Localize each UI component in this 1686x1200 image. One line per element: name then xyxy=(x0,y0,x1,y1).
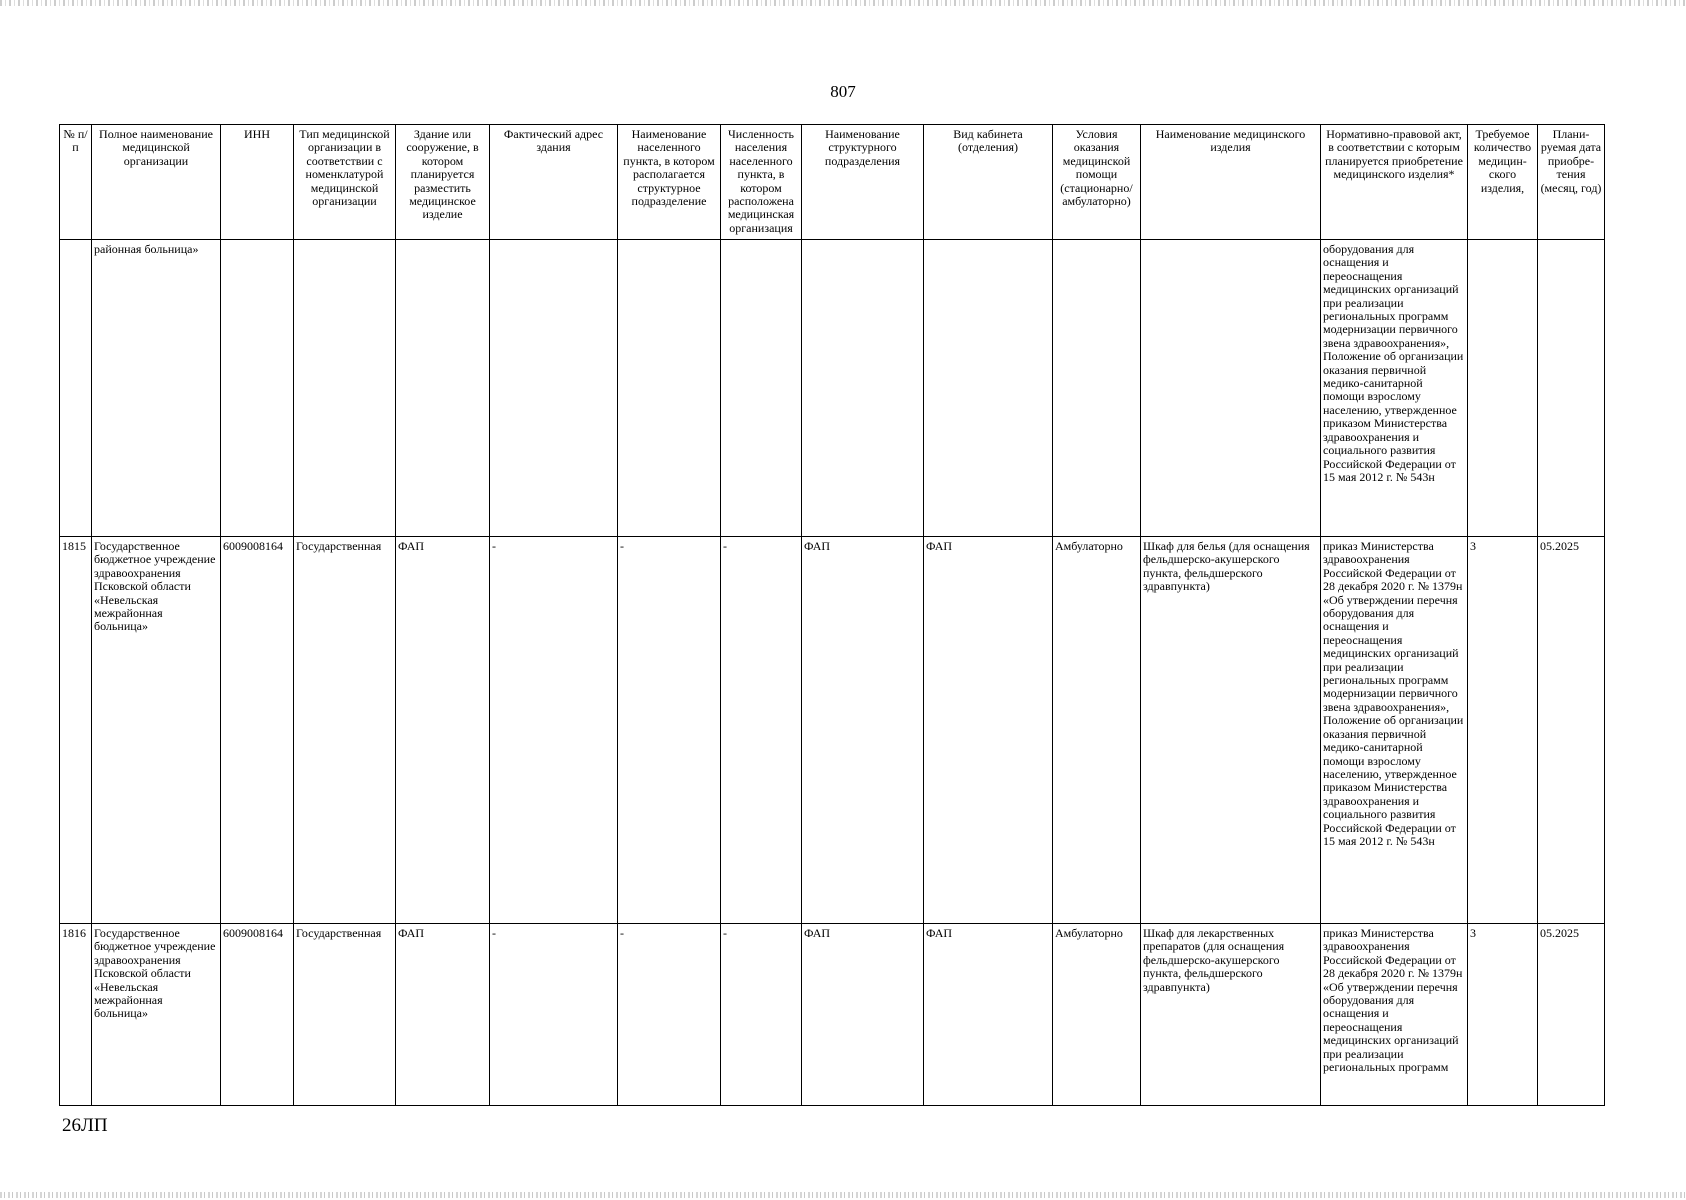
header-act: Нормативно-правовой акт, в соответствии с которым планируется приобретение медицинского изделия* xyxy=(1321,125,1468,240)
cell-settlement xyxy=(618,240,721,537)
header-date: Плани-руемая дата приобре-тения (месяц, год) xyxy=(1538,125,1605,240)
cell-type: Государственная xyxy=(294,924,396,1106)
header-cabinet: Вид кабинета (отделения) xyxy=(924,125,1053,240)
table-header-row xyxy=(60,125,1605,240)
cell-org: Государственное бюджетное учреждение здравоохранения Псковской области «Невельская межрайонная больница» xyxy=(92,924,221,1106)
cell-device xyxy=(1141,240,1321,537)
cell-num xyxy=(60,240,92,537)
cell-type: Государственная xyxy=(294,537,396,924)
cell-building xyxy=(396,240,490,537)
header-org: Полное наименование медицинской организации xyxy=(92,125,221,240)
cell-population: - xyxy=(721,537,802,924)
cell-cabinet xyxy=(924,240,1053,537)
cell-org: Государственное бюджетное учреждение здравоохранения Псковской области «Невельская межрайонная больница» xyxy=(92,537,221,924)
header-population: Численность населения населенного пункта, в котором расположена медицинская организация xyxy=(721,125,802,240)
cell-conditions xyxy=(1053,240,1141,537)
cell-subdivision: ФАП xyxy=(802,537,924,924)
cell-act: приказ Министерства здравоохранения Российской Федерации от 28 декабря 2020 г. № 1379н «Об утверждении перечня оборудования для оснащения и переоснащения медицинских организаций при реализации региональных программ модернизации первичного звена здравоохранения», Положение об организации оказания первичной медико-санитарной помощи взрослому населению, утвержденное приказом Министерства здравоохранения и социального развития Российской Федерации от 15 мая 2012 г. № 543н xyxy=(1321,537,1468,924)
cell-date: 05.2025 xyxy=(1538,924,1605,1106)
cell-act: оборудования для оснащения и переоснащения медицинских организаций при реализации региональных программ модернизации первичного звена здравоохранения», Положение об организации оказания первичной медико-санитарной помощи взрослому населению, утвержденное приказом Министерства здравоохранения и социального развития Российской Федерации от 15 мая 2012 г. № 543н xyxy=(1321,240,1468,537)
cell-act: приказ Министерства здравоохранения Российской Федерации от 28 декабря 2020 г. № 1379н «Об утверждении перечня оборудования для оснащения и переоснащения медицинских организаций при реализации региональных программ xyxy=(1321,924,1468,1106)
header-device: Наименование медицинского изделия xyxy=(1141,125,1321,240)
cell-cabinet: ФАП xyxy=(924,537,1053,924)
cell-settlement: - xyxy=(618,924,721,1106)
table-row xyxy=(60,240,1605,537)
header-num: № п/п xyxy=(60,125,92,240)
cell-qty: 3 xyxy=(1468,924,1538,1106)
cell-population xyxy=(721,240,802,537)
cell-date: 05.2025 xyxy=(1538,537,1605,924)
cell-subdivision: ФАП xyxy=(802,924,924,1106)
cell-conditions: Амбулаторно xyxy=(1053,537,1141,924)
cell-address: - xyxy=(490,537,618,924)
header-subdivision: Наименование структурного подразделения xyxy=(802,125,924,240)
cell-type xyxy=(294,240,396,537)
cell-conditions: Амбулаторно xyxy=(1053,924,1141,1106)
table-row xyxy=(60,924,1605,1106)
footer-document-code: 26ЛП xyxy=(62,1115,108,1136)
cell-device: Шкаф для белья (для оснащения фельдшерско-акушерского пункта, фельдшерского здравпункта) xyxy=(1141,537,1321,924)
header-conditions: Условия оказания медицинской помощи (стационарно/ амбулаторно) xyxy=(1053,125,1141,240)
header-settlement: Наименование населенного пункта, в котором располагается структурное подразделение xyxy=(618,125,721,240)
cell-settlement: - xyxy=(618,537,721,924)
page-number: 807 xyxy=(830,82,856,101)
header-inn: ИНН xyxy=(221,125,294,240)
cell-address: - xyxy=(490,924,618,1106)
cell-num: 1815 xyxy=(60,537,92,924)
cell-device: Шкаф для лекарственных препаратов (для оснащения фельдшерско-акушерского пункта, фельдшерского здравпункта) xyxy=(1141,924,1321,1106)
header-type: Тип медицинской организации в соответствии с номенклатурой медицинской организации xyxy=(294,125,396,240)
cell-date xyxy=(1538,240,1605,537)
cell-cabinet: ФАП xyxy=(924,924,1053,1106)
cell-population: - xyxy=(721,924,802,1106)
cell-building: ФАП xyxy=(396,924,490,1106)
header-qty: Требуемое количество медицин-ского изделия, xyxy=(1468,125,1538,240)
cell-inn xyxy=(221,240,294,537)
cell-qty: 3 xyxy=(1468,537,1538,924)
cell-subdivision xyxy=(802,240,924,537)
table-row xyxy=(60,537,1605,924)
cell-qty xyxy=(1468,240,1538,537)
cell-inn: 6009008164 xyxy=(221,537,294,924)
cell-building: ФАП xyxy=(396,537,490,924)
cell-org: районная больница» xyxy=(92,240,221,537)
header-address: Фактический адрес здания xyxy=(490,125,618,240)
cell-inn: 6009008164 xyxy=(221,924,294,1106)
scan-edge-bottom xyxy=(0,1192,1686,1198)
header-building: Здание или сооружение, в котором планируется разместить медицинское изделие xyxy=(396,125,490,240)
scan-edge-top xyxy=(0,0,1686,6)
cell-address xyxy=(490,240,618,537)
equipment-register-table xyxy=(59,124,1605,1106)
cell-num: 1816 xyxy=(60,924,92,1106)
